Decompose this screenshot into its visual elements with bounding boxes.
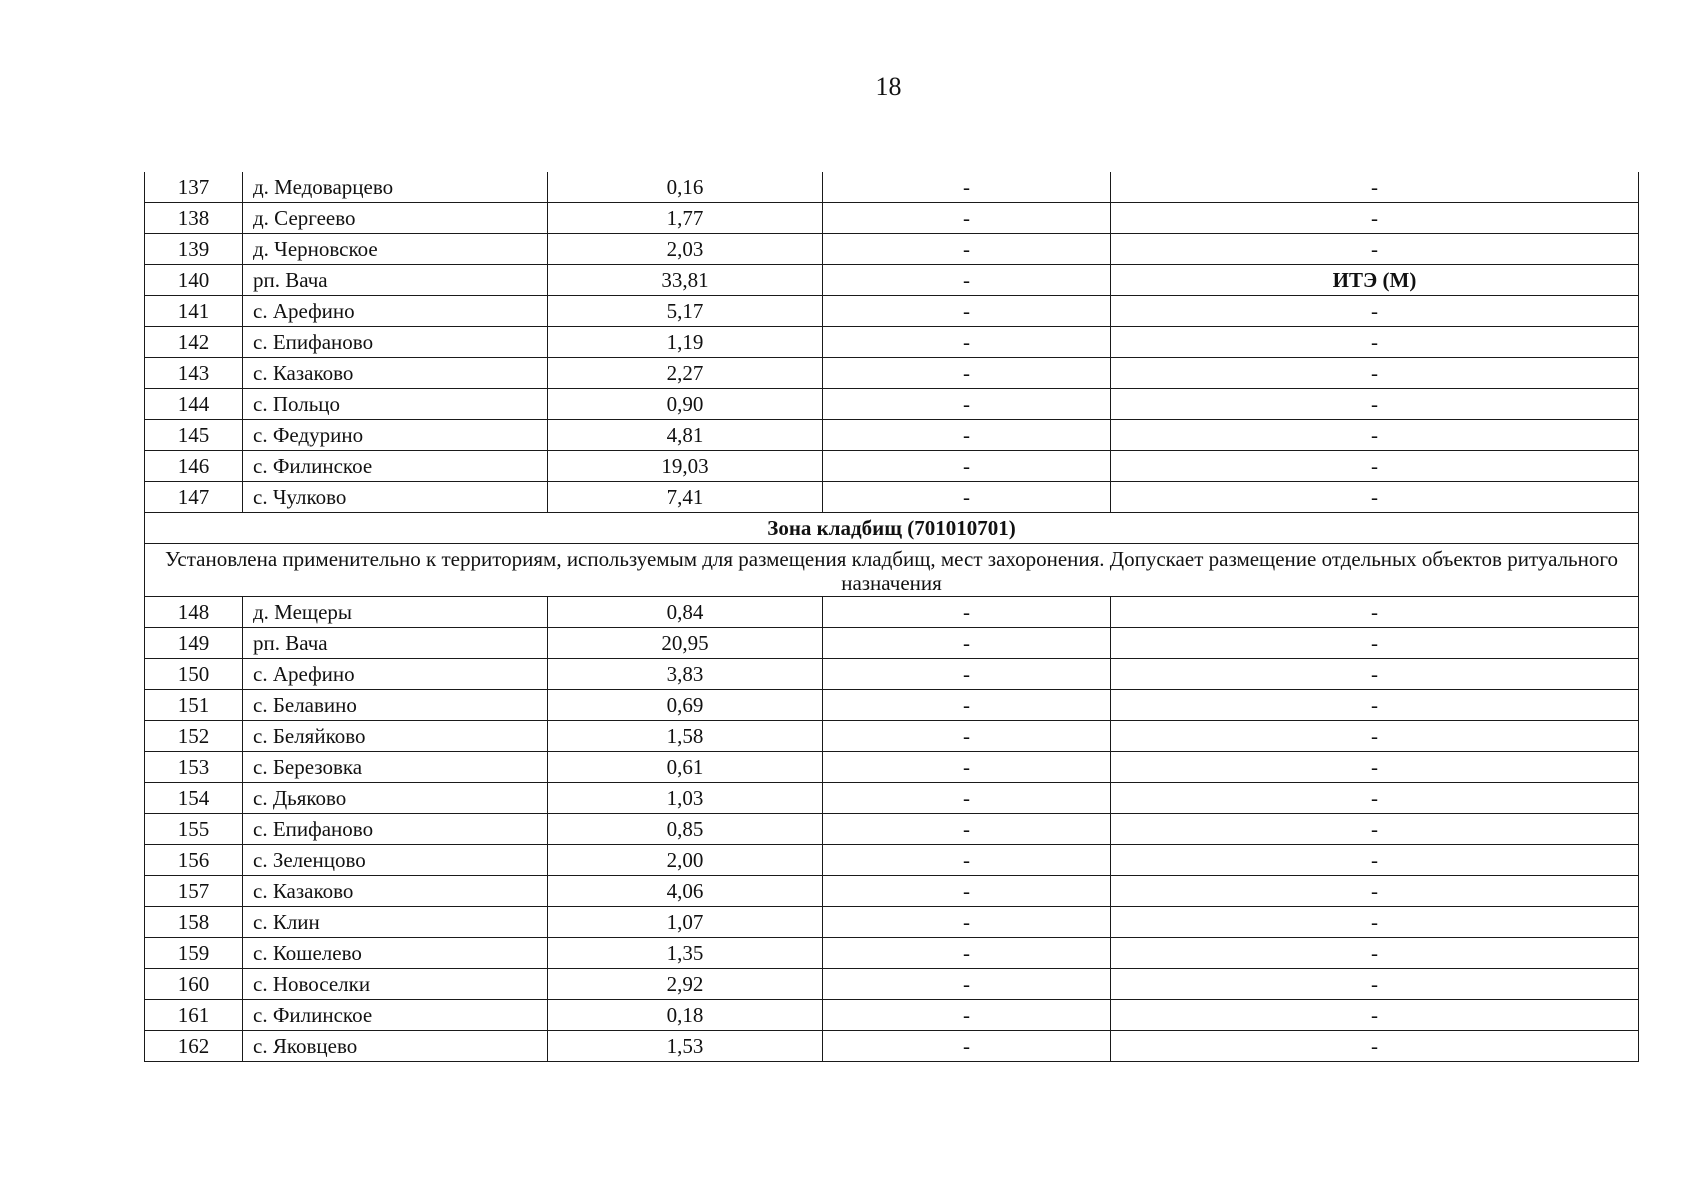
section-header-row <box>145 513 1639 544</box>
table-row <box>145 752 1639 783</box>
row-area: 1,35 <box>548 938 823 969</box>
row-column-4: - <box>823 482 1111 513</box>
row-number: 162 <box>145 1031 243 1062</box>
row-column-4: - <box>823 969 1111 1000</box>
row-column-4: - <box>823 1000 1111 1031</box>
row-settlement-name: д. Черновское <box>243 234 548 265</box>
row-settlement-name: с. Чулково <box>243 482 548 513</box>
row-area: 7,41 <box>548 482 823 513</box>
row-column-5: - <box>1111 1000 1639 1031</box>
row-settlement-name: с. Епифаново <box>243 327 548 358</box>
row-column-4: - <box>823 752 1111 783</box>
row-area: 0,85 <box>548 814 823 845</box>
row-number: 159 <box>145 938 243 969</box>
row-number: 138 <box>145 203 243 234</box>
row-column-5: - <box>1111 597 1639 628</box>
row-column-4: - <box>823 628 1111 659</box>
row-settlement-name: с. Белавино <box>243 690 548 721</box>
row-area: 1,07 <box>548 907 823 938</box>
row-column-5: - <box>1111 845 1639 876</box>
row-column-5: - <box>1111 659 1639 690</box>
section-block <box>145 513 1639 597</box>
section-description-row <box>145 544 1639 597</box>
table-row <box>145 814 1639 845</box>
row-column-4: - <box>823 938 1111 969</box>
table-row <box>145 783 1639 814</box>
row-number: 139 <box>145 234 243 265</box>
row-number: 148 <box>145 597 243 628</box>
table-row <box>145 358 1639 389</box>
row-area: 0,16 <box>548 172 823 203</box>
row-area: 2,27 <box>548 358 823 389</box>
row-settlement-name: с. Епифаново <box>243 814 548 845</box>
row-column-5: - <box>1111 451 1639 482</box>
row-area: 20,95 <box>548 628 823 659</box>
table-row <box>145 203 1639 234</box>
table-body-bottom <box>145 597 1639 1062</box>
row-settlement-name: рп. Вача <box>243 265 548 296</box>
row-column-5: - <box>1111 296 1639 327</box>
row-column-5: - <box>1111 969 1639 1000</box>
row-settlement-name: с. Казаково <box>243 358 548 389</box>
row-area: 1,77 <box>548 203 823 234</box>
row-column-5: - <box>1111 358 1639 389</box>
table-row <box>145 1000 1639 1031</box>
row-number: 140 <box>145 265 243 296</box>
row-number: 160 <box>145 969 243 1000</box>
row-number: 137 <box>145 172 243 203</box>
row-area: 33,81 <box>548 265 823 296</box>
row-column-4: - <box>823 327 1111 358</box>
row-number: 153 <box>145 752 243 783</box>
row-area: 4,81 <box>548 420 823 451</box>
row-settlement-name: с. Яковцево <box>243 1031 548 1062</box>
row-area: 19,03 <box>548 451 823 482</box>
row-settlement-name: с. Беляйково <box>243 721 548 752</box>
row-column-5: - <box>1111 327 1639 358</box>
row-column-5: - <box>1111 628 1639 659</box>
row-number: 151 <box>145 690 243 721</box>
table-row <box>145 327 1639 358</box>
row-number: 152 <box>145 721 243 752</box>
row-number: 158 <box>145 907 243 938</box>
row-number: 161 <box>145 1000 243 1031</box>
row-column-5: ИТЭ (М) <box>1111 265 1639 296</box>
table-row <box>145 938 1639 969</box>
table-row <box>145 628 1639 659</box>
row-area: 2,92 <box>548 969 823 1000</box>
row-column-4: - <box>823 690 1111 721</box>
table-row <box>145 265 1639 296</box>
row-column-4: - <box>823 296 1111 327</box>
row-column-5: - <box>1111 420 1639 451</box>
row-settlement-name: д. Мещеры <box>243 597 548 628</box>
table-row <box>145 845 1639 876</box>
row-area: 0,84 <box>548 597 823 628</box>
row-area: 0,18 <box>548 1000 823 1031</box>
row-column-4: - <box>823 389 1111 420</box>
row-number: 141 <box>145 296 243 327</box>
row-column-5: - <box>1111 938 1639 969</box>
row-column-4: - <box>823 814 1111 845</box>
row-number: 150 <box>145 659 243 690</box>
row-column-5: - <box>1111 876 1639 907</box>
row-settlement-name: с. Арефино <box>243 659 548 690</box>
row-number: 149 <box>145 628 243 659</box>
row-settlement-name: д. Сергеево <box>243 203 548 234</box>
row-column-5: - <box>1111 783 1639 814</box>
row-area: 1,19 <box>548 327 823 358</box>
table-row <box>145 420 1639 451</box>
row-column-4: - <box>823 203 1111 234</box>
table-row <box>145 451 1639 482</box>
row-column-5: - <box>1111 690 1639 721</box>
row-settlement-name: с. Филинское <box>243 451 548 482</box>
row-column-4: - <box>823 358 1111 389</box>
row-number: 156 <box>145 845 243 876</box>
row-number: 144 <box>145 389 243 420</box>
row-settlement-name: рп. Вача <box>243 628 548 659</box>
row-column-5: - <box>1111 907 1639 938</box>
row-column-5: - <box>1111 389 1639 420</box>
row-area: 4,06 <box>548 876 823 907</box>
row-settlement-name: с. Казаково <box>243 876 548 907</box>
row-column-4: - <box>823 1031 1111 1062</box>
row-column-4: - <box>823 172 1111 203</box>
table-row <box>145 296 1639 327</box>
row-column-4: - <box>823 783 1111 814</box>
table-row <box>145 172 1639 203</box>
row-settlement-name: с. Польцо <box>243 389 548 420</box>
row-settlement-name: с. Зеленцово <box>243 845 548 876</box>
row-column-4: - <box>823 420 1111 451</box>
row-column-5: - <box>1111 203 1639 234</box>
row-area: 3,83 <box>548 659 823 690</box>
row-number: 157 <box>145 876 243 907</box>
row-settlement-name: с. Арефино <box>243 296 548 327</box>
table-row <box>145 907 1639 938</box>
section-title: Зона кладбищ (701010701) <box>145 513 1639 544</box>
row-settlement-name: с. Новоселки <box>243 969 548 1000</box>
section-description: Установлена применительно к территориям, используемым для размещения кладбищ, мест захоронения. Допускает размещение отдельных объектов ритуального назначения <box>145 544 1639 597</box>
table-row <box>145 659 1639 690</box>
table-row <box>145 690 1639 721</box>
zones-table <box>144 172 1639 1062</box>
row-number: 146 <box>145 451 243 482</box>
row-number: 142 <box>145 327 243 358</box>
row-area: 1,58 <box>548 721 823 752</box>
row-number: 145 <box>145 420 243 451</box>
row-column-4: - <box>823 597 1111 628</box>
row-area: 0,61 <box>548 752 823 783</box>
row-settlement-name: с. Кошелево <box>243 938 548 969</box>
row-column-5: - <box>1111 721 1639 752</box>
row-settlement-name: с. Березовка <box>243 752 548 783</box>
row-column-4: - <box>823 907 1111 938</box>
row-settlement-name: с. Филинское <box>243 1000 548 1031</box>
row-number: 154 <box>145 783 243 814</box>
row-column-5: - <box>1111 752 1639 783</box>
row-column-5: - <box>1111 172 1639 203</box>
row-column-4: - <box>823 721 1111 752</box>
row-settlement-name: с. Клин <box>243 907 548 938</box>
table-row <box>145 234 1639 265</box>
table-row <box>145 876 1639 907</box>
table-row <box>145 482 1639 513</box>
row-number: 155 <box>145 814 243 845</box>
row-column-5: - <box>1111 234 1639 265</box>
row-column-4: - <box>823 845 1111 876</box>
row-column-4: - <box>823 234 1111 265</box>
row-column-4: - <box>823 451 1111 482</box>
table-row <box>145 969 1639 1000</box>
row-column-4: - <box>823 265 1111 296</box>
table-row <box>145 721 1639 752</box>
table-row <box>145 1031 1639 1062</box>
row-number: 147 <box>145 482 243 513</box>
row-area: 2,00 <box>548 845 823 876</box>
row-area: 1,03 <box>548 783 823 814</box>
row-area: 2,03 <box>548 234 823 265</box>
table-row <box>145 389 1639 420</box>
page-number: 18 <box>875 72 902 101</box>
row-column-5: - <box>1111 1031 1639 1062</box>
row-column-4: - <box>823 659 1111 690</box>
row-settlement-name: д. Медоварцево <box>243 172 548 203</box>
table-row <box>145 597 1639 628</box>
row-area: 0,69 <box>548 690 823 721</box>
row-area: 5,17 <box>548 296 823 327</box>
row-settlement-name: с. Федурино <box>243 420 548 451</box>
row-settlement-name: с. Дьяково <box>243 783 548 814</box>
row-number: 143 <box>145 358 243 389</box>
row-area: 1,53 <box>548 1031 823 1062</box>
row-column-4: - <box>823 876 1111 907</box>
row-column-5: - <box>1111 814 1639 845</box>
table-body-top <box>145 172 1639 513</box>
row-column-5: - <box>1111 482 1639 513</box>
row-area: 0,90 <box>548 389 823 420</box>
